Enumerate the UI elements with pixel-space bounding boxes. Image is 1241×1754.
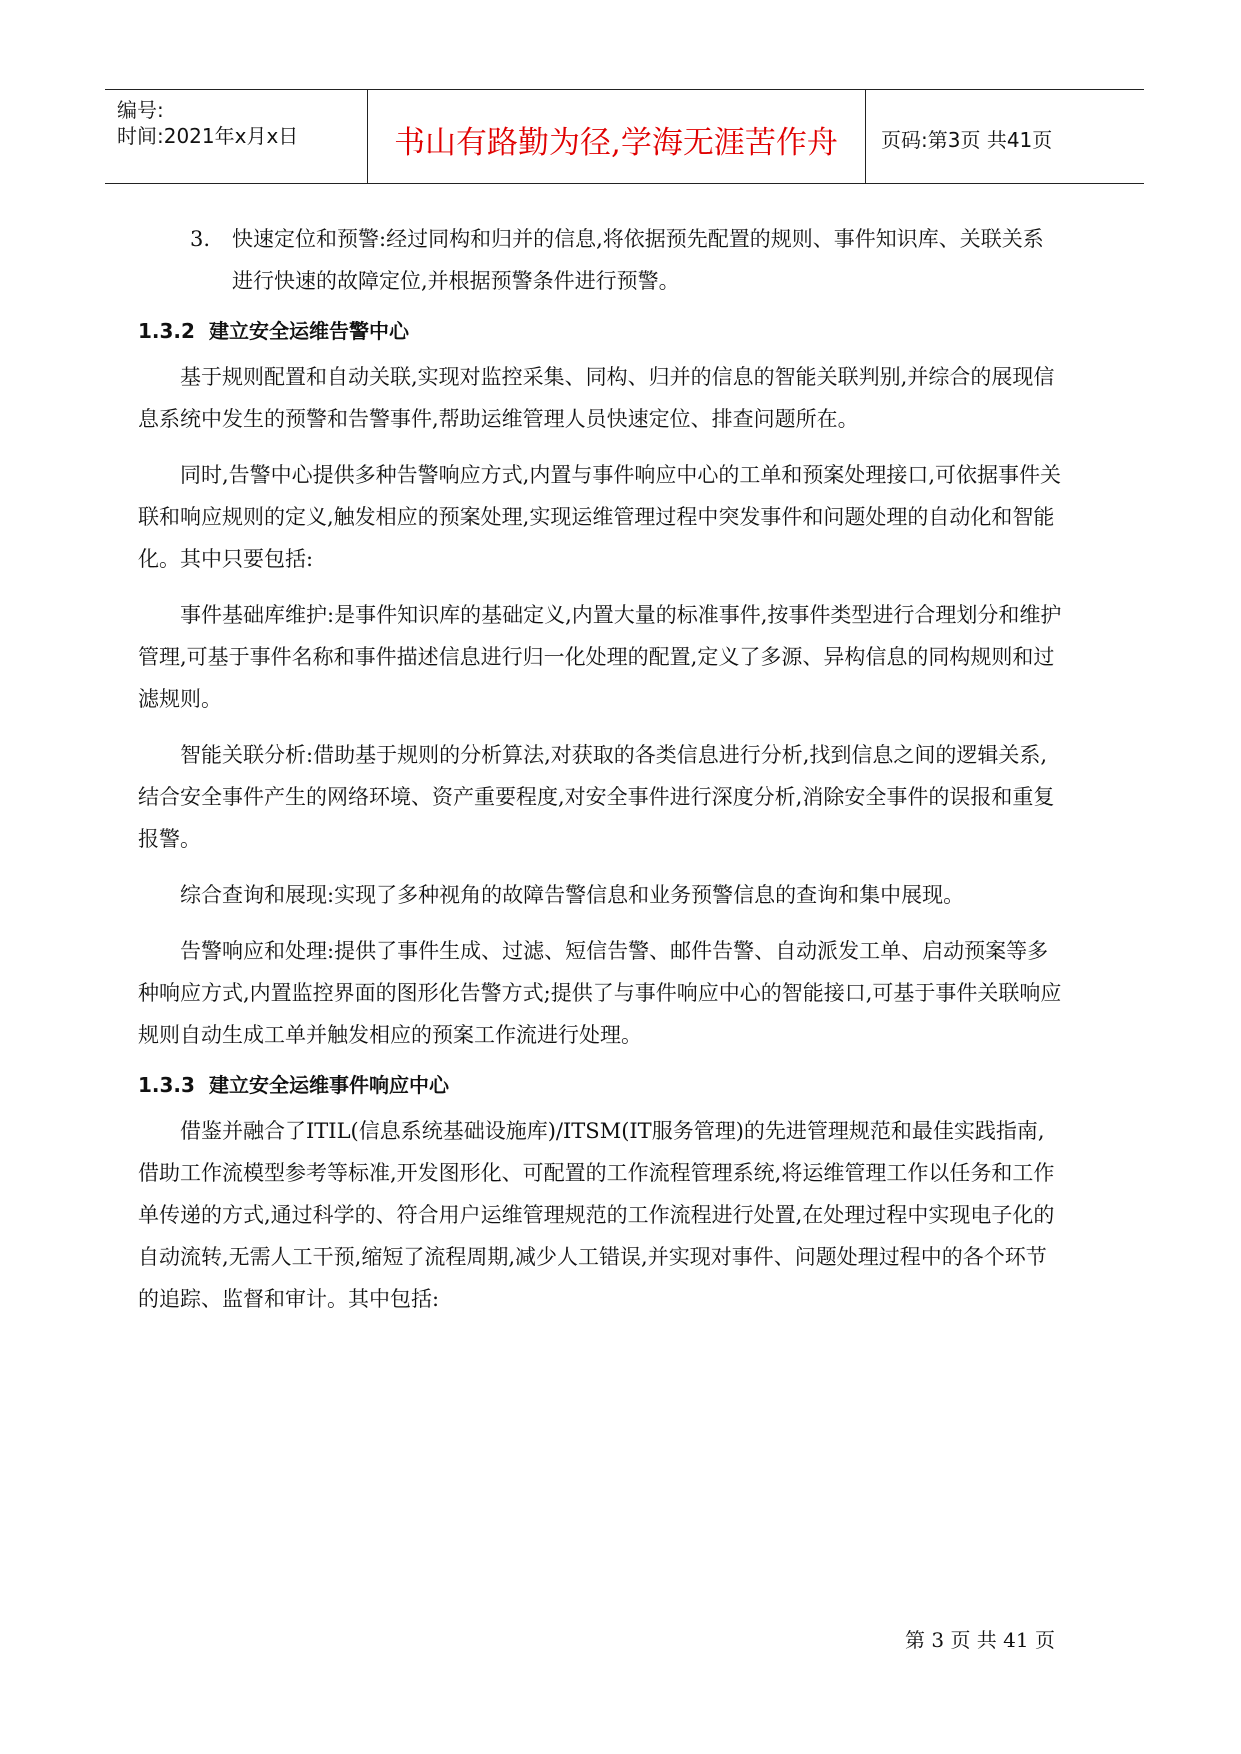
section-title: 建立安全运维事件响应中心 [208, 1073, 449, 1097]
page-label: 页码:第3页 共41页 [881, 128, 1053, 152]
paragraph: 告警响应和处理:提供了事件生成、过滤、短信告警、邮件告警、自动派发工单、启动预案等多种响应方式,内置监控界面的图形化告警方式;提供了与事件响应中心的智能接口,可基于事件关联响应规则自动生成工单并触发相应的预案工作流进行处理。 [138, 939, 1062, 1047]
paragraph: 事件基础库维护:是事件知识库的基础定义,内置大量的标准事件,按事件类型进行合理划分和维护管理,可基于事件名称和事件描述信息进行归一化处理的配置,定义了多源、异构信息的同构规则和过滤规则。 [138, 603, 1062, 711]
section-heading-1-3-3 [138, 1064, 1064, 1106]
time-label: 时间:2021年x月x日 [117, 124, 299, 148]
document-body [138, 218, 1064, 1320]
header-meta [105, 90, 368, 183]
section-number: 1.3.3 [138, 1073, 195, 1097]
page-footer: 第 3 页 共 41 页 [905, 1628, 1055, 1652]
paragraph: 同时,告警中心提供多种告警响应方式,内置与事件响应中心的工单和预案处理接口,可依据事件关联和响应规则的定义,触发相应的预案处理,实现运维管理过程中突发事件和问题处理的自动化和智能化。其中只要包括: [138, 463, 1062, 571]
list-item [138, 218, 1064, 302]
paragraph: 借鉴并融合了ITIL(信息系统基础设施库)/ITSM(IT服务管理)的先进管理规范和最佳实践指南,借助工作流模型参考等标准,开发图形化、可配置的工作流程管理系统,将运维管理工作以任务和工作单传递的方式,通过科学的、符合用户运维管理规范的工作流程进行处置,在处理过程中实现电子化的自动流转,无需人工干预,缩短了流程周期,减少人工错误,并实现对事件、问题处理过程中的各个环节的追踪、监督和审计。其中包括: [138, 1119, 1055, 1311]
list-text: 快速定位和预警:经过同构和归并的信息,将依据预先配置的规则、事件知识库、关联关系进行快速的故障定位,并根据预警条件进行预警。 [232, 227, 1044, 293]
header-page-cell [865, 90, 1144, 183]
section-title: 建立安全运维告警中心 [208, 319, 409, 343]
paragraph: 综合查询和展现:实现了多种视角的故障告警信息和业务预警信息的查询和集中展现。 [180, 883, 965, 907]
motto: 书山有路勤为径,学海无涯苦作舟 [394, 125, 838, 161]
paragraph: 智能关联分析:借助基于规则的分析算法,对获取的各类信息进行分析,找到信息之间的逻辑关系,结合安全事件产生的网络环境、资产重要程度,对安全事件进行深度分析,消除安全事件的误报和重复报警。 [138, 743, 1055, 851]
section-number: 1.3.2 [138, 319, 195, 343]
page-header [105, 89, 1144, 184]
list-number: 3. [190, 227, 211, 251]
section-heading-1-3-2 [138, 310, 1064, 352]
number-label: 编号: [117, 98, 164, 122]
paragraph: 基于规则配置和自动关联,实现对监控采集、同构、归并的信息的智能关联判别,并综合的展现信息系统中发生的预警和告警事件,帮助运维管理人员快速定位、排查问题所在。 [138, 365, 1055, 431]
header-motto-cell [367, 90, 866, 183]
